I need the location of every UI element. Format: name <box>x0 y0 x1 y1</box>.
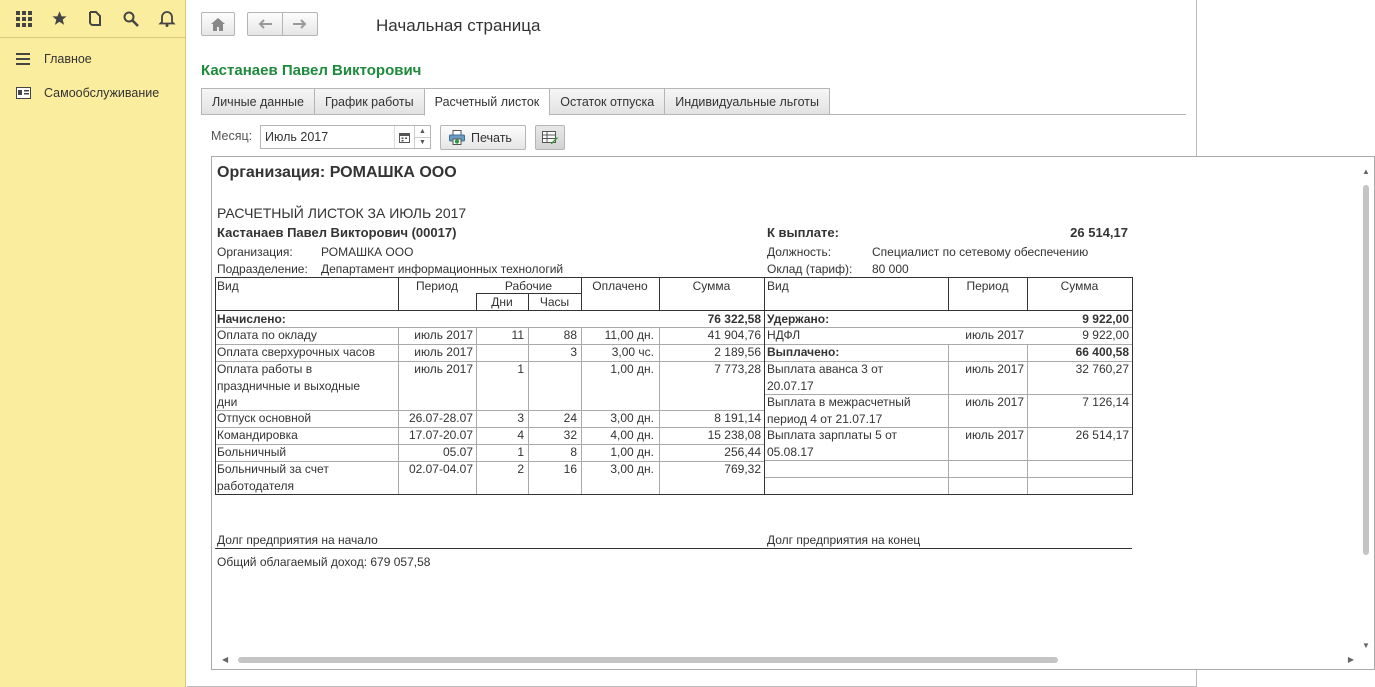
column-divider <box>1027 344 1028 494</box>
vertical-scrollbar[interactable] <box>1360 161 1372 656</box>
back-button[interactable] <box>247 12 283 36</box>
cell-sum: 32 760,27 <box>1075 362 1129 376</box>
position-label: Должность: <box>767 245 832 259</box>
column-divider <box>398 277 399 310</box>
tab-work-schedule[interactable]: График работы <box>314 88 425 115</box>
column-header: Часы <box>539 295 570 309</box>
cell-hours: 88 <box>563 328 577 342</box>
cell-vid: 05.08.17 <box>767 444 814 459</box>
bell-icon[interactable] <box>149 0 185 38</box>
to-pay-label: К выплате: <box>767 225 839 240</box>
cell-vid: Выплата зарплаты 5 от <box>767 428 898 442</box>
column-header: Период <box>966 279 1009 293</box>
cell-period: июль 2017 <box>414 328 473 342</box>
salary-label: Оклад (тариф): <box>767 262 853 276</box>
vertical-scroll-thumb[interactable] <box>1363 185 1369 555</box>
cell-sum: 7 126,14 <box>1082 395 1129 409</box>
scroll-right-icon[interactable]: ▶ <box>1347 655 1354 664</box>
doc-title: РАСЧЕТНЫЙ ЛИСТОК ЗА ИЮЛЬ 2017 <box>217 205 467 221</box>
accrued-label: Начислено: <box>217 312 286 326</box>
accrued-total: 76 322,58 <box>707 312 761 326</box>
debt-divider <box>215 548 1132 549</box>
tab-personal-data[interactable]: Личные данные <box>201 88 315 115</box>
cell-vid: Выплата аванса 3 от <box>767 362 884 376</box>
sidebar-item-label: Главное <box>44 52 92 66</box>
tab-individual-benefits[interactable]: Индивидуальные льготы <box>664 88 830 115</box>
cell-days: 2 <box>517 462 524 476</box>
cell-sum: 7 773,28 <box>714 362 761 376</box>
cell-days: 1 <box>517 445 524 459</box>
column-header: Дни <box>491 295 513 309</box>
scroll-up-icon[interactable]: ▲ <box>1362 167 1370 176</box>
cell-vid: Отпуск основной <box>217 411 312 425</box>
org-title: Организация: РОМАШКА ООО <box>217 164 457 181</box>
star-icon[interactable] <box>42 0 78 38</box>
column-header: Сумма <box>692 279 731 293</box>
cell-sum: 8 191,14 <box>714 411 761 425</box>
cell-vid: Оплата работы в <box>217 362 313 376</box>
cell-paid: 1,00 дн. <box>610 445 654 459</box>
home-button[interactable] <box>201 12 235 36</box>
cell-period: 26.07-28.07 <box>408 411 473 425</box>
cell-period: 05.07 <box>442 445 473 459</box>
column-header: Рабочие <box>504 279 553 293</box>
cell-days: 3 <box>517 411 524 425</box>
edit-document-button[interactable] <box>535 125 565 150</box>
calendar-icon[interactable] <box>394 126 414 148</box>
stepper-down-icon[interactable]: ▼ <box>419 139 426 147</box>
column-divider <box>581 277 582 310</box>
cell-paid: 3,00 дн. <box>610 411 654 425</box>
sidebar-item-label: Самообслуживание <box>44 86 160 100</box>
dept-value: Департамент информационных технологий <box>321 262 564 276</box>
printer-icon <box>449 130 465 145</box>
column-divider <box>1027 277 1028 310</box>
month-value[interactable]: Июль 2017 <box>265 130 329 144</box>
cell-sum: 2 189,56 <box>714 345 761 359</box>
cell-hours: 24 <box>563 411 577 425</box>
sidebar <box>0 0 186 687</box>
home-icon <box>211 18 225 31</box>
sidebar-item-main[interactable] <box>0 42 185 76</box>
cell-vid: Выплата в межрасчетный <box>767 395 911 409</box>
taxable-income: Общий облагаемый доход: 679 057,58 <box>217 555 431 569</box>
column-divider <box>581 327 582 494</box>
cell-sum: 15 238,08 <box>707 428 761 442</box>
column-divider <box>528 293 529 310</box>
payslip-content <box>212 157 1362 657</box>
cell-vid: дни <box>217 395 238 409</box>
column-header: Вид <box>767 279 789 293</box>
cell-period: 02.07-04.07 <box>408 462 473 476</box>
cell-vid: праздничные и выходные <box>217 378 361 393</box>
column-divider <box>398 327 399 494</box>
stepper-up-icon[interactable]: ▲ <box>415 126 430 138</box>
cell-vid: работодателя <box>217 478 294 493</box>
cell-days: 4 <box>517 428 524 442</box>
sidebar-toolbar <box>0 0 185 38</box>
cell-days: 1 <box>517 362 524 376</box>
cell-period: июль 2017 <box>965 428 1024 442</box>
cell-paid: 3,00 дн. <box>610 462 654 476</box>
scroll-left-icon[interactable]: ◀ <box>222 655 229 664</box>
month-label: Месяц: <box>211 129 253 143</box>
withheld-total: 9 922,00 <box>1082 312 1129 326</box>
cell-vid: Выплачено: <box>767 345 840 359</box>
position-value: Специалист по сетевому обеспечению <box>872 245 1089 259</box>
cell-hours: 16 <box>563 462 577 476</box>
tab-payslip[interactable]: Расчетный листок <box>424 88 551 116</box>
cell-sum: 9 922,00 <box>1082 328 1129 342</box>
cell-vid: Больничный <box>217 445 287 459</box>
cell-vid: Оплата сверхурочных часов <box>217 345 375 359</box>
cell-vid: период 4 от 21.07.17 <box>767 411 883 426</box>
tab-vacation-balance[interactable]: Остаток отпуска <box>549 88 665 115</box>
page-title: Начальная страница <box>376 16 541 35</box>
cell-vid: НДФЛ <box>767 328 801 342</box>
debt-end-label: Долг предприятия на конец <box>767 533 921 547</box>
employee-name: Кастанаев Павел Викторович (00017) <box>217 225 457 240</box>
menu-lines-icon <box>16 53 44 65</box>
cell-paid: 4,00 дн. <box>610 428 654 442</box>
history-icon[interactable] <box>78 0 114 38</box>
header-divider <box>215 310 1132 311</box>
cell-sum: 26 514,17 <box>1075 428 1129 442</box>
cell-period: июль 2017 <box>965 362 1024 376</box>
cell-period: июль 2017 <box>965 395 1024 409</box>
id-card-icon <box>16 87 44 99</box>
cell-vid: Командировка <box>217 428 298 442</box>
apps-grid-icon[interactable] <box>6 0 42 38</box>
payslip-document[interactable] <box>211 156 1375 670</box>
table-border <box>215 277 1132 278</box>
debt-start-label: Долг предприятия на начало <box>217 533 378 547</box>
cell-paid: 3,00 чс. <box>611 345 654 359</box>
column-divider <box>476 293 477 310</box>
salary-value: 80 000 <box>872 262 909 276</box>
forward-button[interactable] <box>282 12 318 36</box>
column-divider <box>659 327 660 494</box>
cell-paid: 11,00 дн. <box>604 328 654 342</box>
tab-bar <box>201 88 829 115</box>
column-divider <box>659 277 660 310</box>
tab-divider <box>201 114 1186 115</box>
horizontal-scroll-thumb[interactable] <box>238 657 1058 663</box>
dept-label: Подразделение: <box>217 262 308 276</box>
column-header: Сумма <box>1060 279 1099 293</box>
arrow-right-icon <box>293 19 307 29</box>
org-value: РОМАШКА ООО <box>321 245 414 259</box>
org-label: Организация: <box>217 245 293 259</box>
month-field[interactable] <box>260 125 431 149</box>
column-divider <box>764 277 765 495</box>
cell-sum: 41 904,76 <box>707 328 761 342</box>
column-header: Оплачено <box>592 279 648 293</box>
cell-hours: 3 <box>570 345 577 359</box>
cell-sum: 66 400,58 <box>1075 345 1129 359</box>
cell-period: июль 2017 <box>414 362 473 376</box>
column-header: Вид <box>217 279 239 293</box>
cell-hours: 8 <box>570 445 577 459</box>
cell-paid: 1,00 дн. <box>610 362 654 376</box>
cell-period: 17.07-20.07 <box>408 428 473 442</box>
column-divider <box>528 327 529 494</box>
scroll-down-icon[interactable]: ▼ <box>1362 641 1370 650</box>
cell-period: июль 2017 <box>414 345 473 359</box>
horizontal-scrollbar[interactable] <box>220 654 1356 666</box>
cell-vid: Больничный за счет <box>217 462 329 476</box>
sidebar-item-self-service[interactable] <box>0 76 185 110</box>
cell-sum: 769,32 <box>724 462 761 476</box>
arrow-left-icon <box>258 19 272 29</box>
edit-table-icon <box>542 131 558 145</box>
to-pay-value: 26 514,17 <box>1070 225 1128 240</box>
withheld-label: Удержано: <box>767 312 830 326</box>
column-divider <box>1132 277 1133 495</box>
cell-days: 11 <box>511 328 524 342</box>
employee-title: Кастанаев Павел Викторович <box>201 62 422 79</box>
column-divider <box>948 344 949 494</box>
search-icon[interactable] <box>113 0 149 38</box>
cell-vid: 20.07.17 <box>767 378 814 393</box>
cell-period: июль 2017 <box>965 328 1024 342</box>
column-divider <box>948 277 949 310</box>
column-divider <box>215 277 216 495</box>
main-area <box>187 0 1370 687</box>
cell-hours: 32 <box>563 428 577 442</box>
table-border <box>215 494 1132 495</box>
print-button[interactable] <box>440 125 526 150</box>
column-header: Период <box>415 279 459 293</box>
cell-vid: Оплата по окладу <box>217 328 317 342</box>
print-button-label: Печать <box>471 130 512 145</box>
column-divider <box>476 327 477 494</box>
month-stepper[interactable] <box>414 126 430 148</box>
cell-sum: 256,44 <box>724 445 761 459</box>
